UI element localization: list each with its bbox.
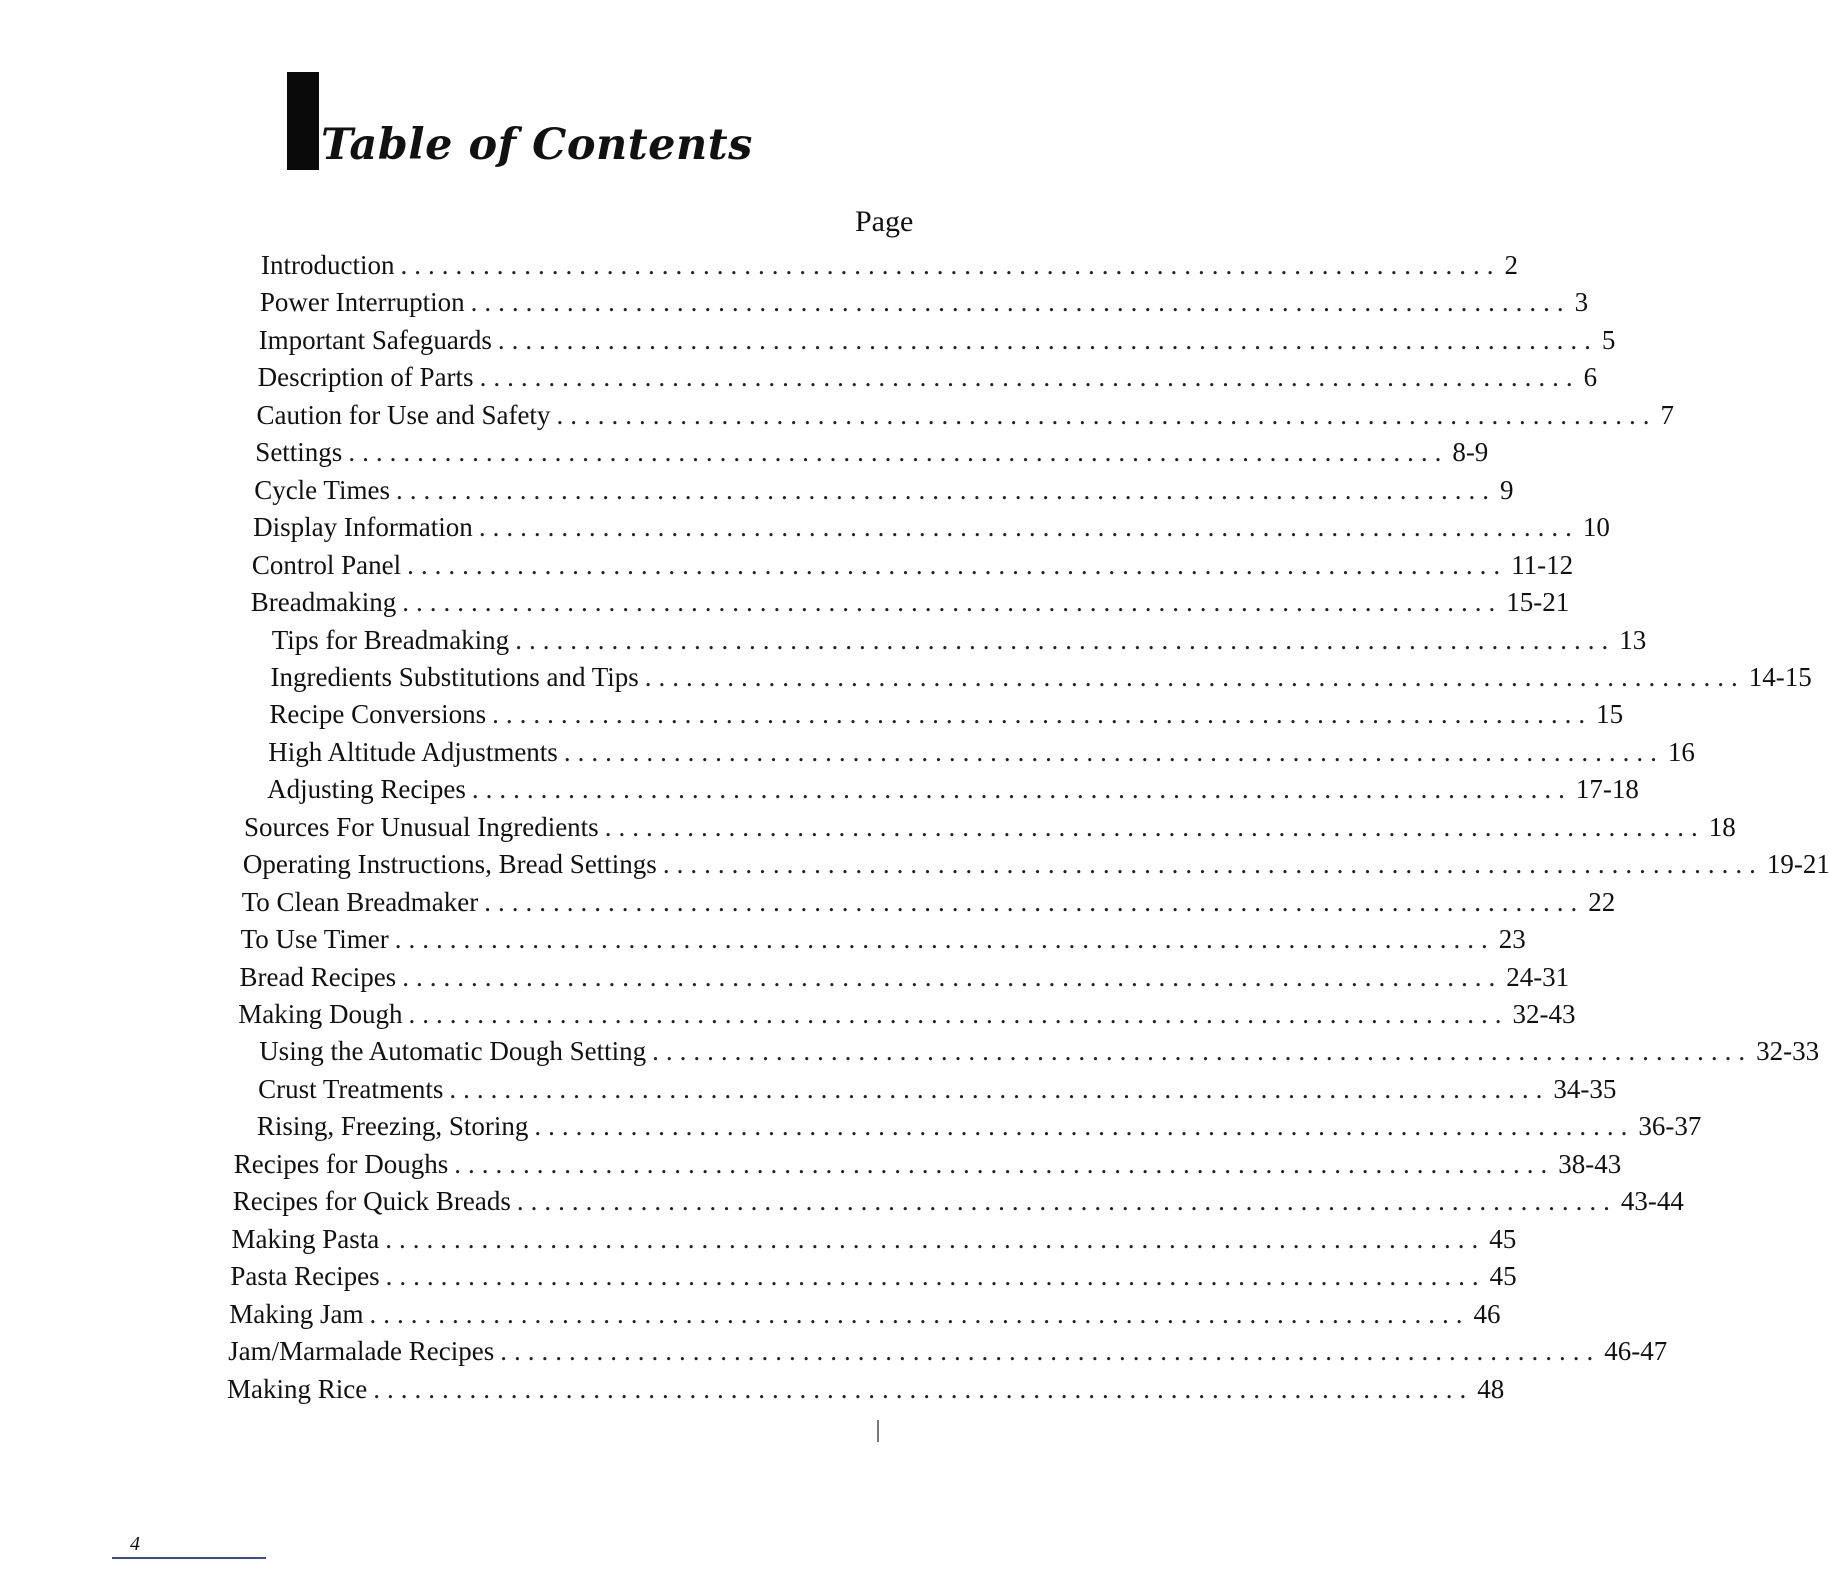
toc-leader-dots: ................................................................................: [479, 362, 1580, 393]
toc-entry-page: 13: [1619, 624, 1647, 655]
toc-entry: [250, 586, 1570, 618]
scan-mark: [877, 1420, 879, 1442]
toc-leader-dots: ................................................................................: [500, 1336, 1601, 1367]
toc-entry-page: 22: [1588, 886, 1616, 917]
toc-entry: [242, 848, 1830, 880]
toc-entry-page: 17-18: [1575, 774, 1639, 805]
toc-leader-dots: ................................................................................: [516, 1186, 1617, 1217]
toc-leader-dots: ................................................................................: [471, 774, 1572, 805]
toc-entry-page: 19-21: [1766, 849, 1830, 880]
toc-leader-dots: ................................................................................: [402, 587, 1503, 618]
toc-leader-dots: ................................................................................: [449, 1073, 1550, 1104]
toc-entry-label: Settings: [255, 437, 343, 468]
toc-entry-label: To Clean Breadmaker: [241, 886, 479, 917]
toc-entry-page: 5: [1601, 324, 1616, 355]
toc-entry-label: Display Information: [253, 512, 473, 543]
toc-entry: [255, 436, 1489, 468]
toc-entry-page: 3: [1574, 287, 1589, 318]
heading-bar-decoration: [287, 72, 319, 170]
toc-entry-page: 2: [1504, 250, 1518, 280]
toc-entry-label: Bread Recipes: [239, 961, 397, 992]
toc-entry-page: 24-31: [1506, 961, 1570, 992]
toc-entry-label: Rising, Freezing, Storing: [256, 1111, 529, 1142]
toc-entry: [227, 1373, 1505, 1405]
toc-entry-page: 9: [1499, 474, 1514, 505]
toc-entry: [269, 698, 1624, 730]
toc-entry-label: Making Pasta: [231, 1223, 380, 1254]
toc-entry: [228, 1335, 1668, 1367]
toc-entry: [253, 511, 1610, 543]
toc-entry-label: Description of Parts: [257, 362, 474, 393]
toc-entry-label: Control Panel: [251, 549, 402, 580]
toc-entry: [244, 811, 1736, 843]
toc-entry-page: 18: [1708, 811, 1736, 842]
toc-entry-label: Important Safeguards: [258, 324, 492, 355]
toc-entry-page: 36-37: [1638, 1111, 1702, 1142]
toc-entry: [233, 1148, 1622, 1180]
footer-rule: [112, 1557, 266, 1559]
toc-entry: [240, 923, 1526, 955]
toc-entry: [258, 324, 1616, 356]
toc-leader-dots: ................................................................................: [400, 250, 1501, 280]
toc-entry-label: Operating Instructions, Bread Settings: [242, 849, 657, 880]
toc-leader-dots: ................................................................................: [604, 811, 1705, 842]
toc-entry-page: 43-44: [1620, 1186, 1684, 1217]
toc-entry-page: 15-21: [1506, 587, 1570, 618]
toc-entry: [256, 399, 1674, 431]
page-column-label: Page: [855, 205, 914, 238]
toc-entry: [229, 1298, 1501, 1330]
toc-entry-label: Recipes for Doughs: [233, 1148, 449, 1179]
toc-entry-page: 11-12: [1511, 549, 1574, 580]
toc-leader-dots: ................................................................................: [644, 661, 1745, 692]
toc-entry: [239, 961, 1570, 993]
toc-entry-label: Making Jam: [229, 1298, 364, 1329]
toc-leader-dots: ................................................................................: [402, 961, 1503, 992]
toc-leader-dots: ................................................................................: [394, 924, 1495, 955]
toc-entry-page: 14-15: [1748, 661, 1812, 692]
toc-entry-page: 8-9: [1452, 437, 1489, 468]
toc-entry-label: Jam/Marmalade Recipes: [228, 1336, 495, 1367]
toc-entry-label: To Use Timer: [240, 924, 389, 955]
toc-entry-page: 23: [1498, 924, 1526, 955]
toc-entry-page: 46-47: [1604, 1336, 1668, 1367]
toc-entry-label: Recipe Conversions: [269, 699, 487, 730]
toc-entry-page: 45: [1489, 1261, 1517, 1292]
toc-entry-page: 7: [1660, 399, 1674, 430]
toc-entry: [259, 286, 1589, 318]
toc-entry: [271, 624, 1647, 656]
toc-leader-dots: ................................................................................: [407, 549, 1508, 580]
toc-entry-label: Introduction: [261, 250, 395, 280]
toc-entry: [256, 1110, 1702, 1142]
toc-entry-page: 16: [1667, 736, 1695, 767]
toc-entry-label: Sources For Unusual Ingredients: [244, 811, 599, 842]
toc-entry-label: Power Interruption: [259, 287, 465, 318]
toc-leader-dots: ................................................................................: [470, 287, 1571, 318]
toc-entry-label: Making Rice: [227, 1373, 368, 1404]
toc-entry: [268, 736, 1695, 768]
toc-entry-label: Adjusting Recipes: [267, 774, 466, 805]
toc-entry: [241, 886, 1616, 918]
toc-leader-dots: ................................................................................: [652, 1036, 1753, 1067]
toc-entry-label: Using the Automatic Dough Setting: [259, 1036, 647, 1067]
toc-leader-dots: ................................................................................: [408, 999, 1509, 1029]
toc-entry-page: 34-35: [1553, 1073, 1617, 1104]
toc-leader-dots: ................................................................................: [385, 1261, 1486, 1292]
toc-leader-dots: ................................................................................: [369, 1298, 1470, 1329]
toc-leader-dots: ................................................................................: [385, 1223, 1486, 1254]
toc-leader-dots: ................................................................................: [662, 849, 1763, 880]
toc-entry-page: 6: [1583, 362, 1598, 393]
toc-entry-label: Tips for Breadmaking: [271, 624, 510, 655]
page-title: Table of Contents: [321, 120, 753, 170]
toc-entry-page: 32-33: [1756, 1036, 1820, 1067]
toc-leader-dots: ................................................................................: [395, 474, 1496, 505]
toc-entry-label: Making Dough: [238, 999, 403, 1029]
toc-entry: [258, 1073, 1617, 1105]
toc-entry: [232, 1185, 1684, 1217]
toc-entry-label: Crust Treatments: [258, 1073, 444, 1104]
toc-entry-page: 45: [1489, 1223, 1517, 1254]
toc-leader-dots: ................................................................................: [484, 886, 1585, 917]
toc-entry-label: Ingredients Substitutions and Tips: [270, 661, 639, 692]
toc-entry-label: Recipes for Quick Breads: [232, 1186, 511, 1217]
toc-leader-dots: ................................................................................: [515, 624, 1616, 655]
toc-entry: [251, 549, 1574, 581]
toc-entry-label: Pasta Recipes: [230, 1261, 380, 1292]
toc-leader-dots: ................................................................................: [478, 512, 1579, 543]
toc-leader-dots: ................................................................................: [492, 699, 1593, 730]
toc-entry: [261, 249, 1518, 281]
toc-leader-dots: ................................................................................: [563, 736, 1664, 767]
toc-entry-page: 10: [1582, 512, 1610, 543]
toc-leader-dots: ................................................................................: [373, 1373, 1474, 1404]
toc-entry: [231, 1223, 1517, 1255]
toc-entry: [267, 773, 1639, 805]
toc-entry-page: 15: [1596, 699, 1624, 730]
toc-entry: [230, 1260, 1517, 1292]
toc-entry-label: Breadmaking: [250, 587, 397, 618]
toc-leader-dots: ................................................................................: [534, 1111, 1635, 1142]
toc-entry-page: 48: [1477, 1373, 1505, 1404]
toc-leader-dots: ................................................................................: [454, 1148, 1555, 1179]
toc-entry-page: 32-43: [1512, 999, 1576, 1029]
toc-leader-dots: ................................................................................: [348, 437, 1449, 468]
toc-leader-dots: ................................................................................: [497, 324, 1598, 355]
toc-leader-dots: ................................................................................: [556, 399, 1657, 430]
toc-entry: [254, 474, 1514, 506]
toc-entry-label: Cycle Times: [254, 474, 390, 505]
toc-entry-page: 38-43: [1558, 1148, 1622, 1179]
toc-entry: [238, 998, 1576, 1030]
toc-entry-page: 46: [1473, 1298, 1501, 1329]
toc-entry: [257, 361, 1598, 393]
toc-entry-label: High Altitude Adjustments: [268, 736, 558, 767]
toc-entry-label: Caution for Use and Safety: [256, 399, 551, 430]
toc-entry: [270, 661, 1812, 693]
footer-page-number: 4: [130, 1533, 140, 1555]
toc-entry: [259, 1035, 1820, 1067]
